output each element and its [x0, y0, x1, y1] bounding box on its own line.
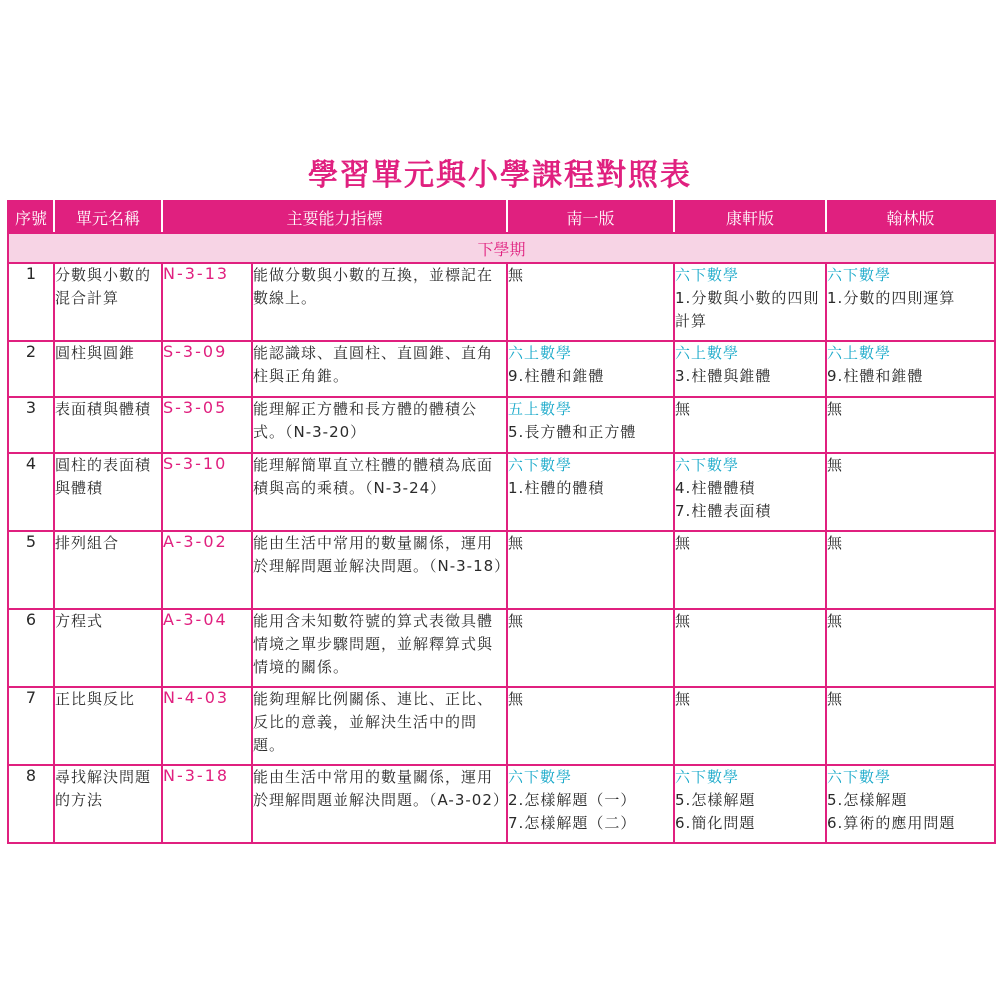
indicator-desc: 能由生活中常用的數量關係，運用於理解問題並解決問題。（A-3-02） — [252, 765, 507, 843]
textbook-unit: 無 — [827, 400, 844, 418]
textbook-unit: 9.柱體和錐體 — [827, 367, 924, 385]
indicator-desc: 能由生活中常用的數量關係，運用於理解問題並解決問題。（N-3-18） — [252, 531, 507, 609]
indicator-code: N-3-13 — [162, 263, 252, 341]
grade-label: 六下數學 — [675, 768, 740, 786]
edition-kangxuan — [674, 341, 826, 397]
unit-name: 方程式 — [54, 609, 162, 687]
row-seq: 7 — [8, 687, 54, 765]
edition-kangxuan — [674, 263, 826, 341]
edition-nanyi — [507, 687, 674, 765]
edition-hanlin — [826, 687, 995, 765]
textbook-unit: 無 — [508, 690, 525, 708]
grade-label: 六下數學 — [508, 456, 573, 474]
table-row — [8, 765, 995, 843]
textbook-unit: 7.怎樣解題（二） — [508, 814, 637, 832]
header-indicator: 主要能力指標 — [162, 201, 507, 233]
edition-hanlin — [826, 263, 995, 341]
table-row — [8, 263, 995, 341]
textbook-unit: 無 — [675, 534, 692, 552]
grade-label: 六下數學 — [675, 456, 740, 474]
indicator-code: A-3-04 — [162, 609, 252, 687]
edition-nanyi — [507, 531, 674, 609]
edition-hanlin — [826, 453, 995, 531]
edition-hanlin — [826, 341, 995, 397]
indicator-code: S-3-05 — [162, 397, 252, 453]
table-row — [8, 531, 995, 609]
textbook-unit: 6.簡化問題 — [675, 814, 756, 832]
indicator-code: S-3-10 — [162, 453, 252, 531]
textbook-unit: 9.柱體和錐體 — [508, 367, 605, 385]
edition-nanyi — [507, 341, 674, 397]
row-seq: 3 — [8, 397, 54, 453]
textbook-unit: 4.柱體體積 — [675, 479, 756, 497]
indicator-desc: 能用含未知數符號的算式表徵具體情境之單步驟問題，並解釋算式與情境的關係。 — [252, 609, 507, 687]
indicator-code: N-3-18 — [162, 765, 252, 843]
edition-hanlin — [826, 765, 995, 843]
grade-label: 六上數學 — [508, 344, 573, 362]
textbook-unit: 1.分數與小數的四則計算 — [675, 289, 820, 330]
textbook-unit: 5.怎樣解題 — [675, 791, 756, 809]
edition-nanyi — [507, 765, 674, 843]
textbook-unit: 無 — [508, 534, 525, 552]
edition-kangxuan — [674, 531, 826, 609]
edition-kangxuan — [674, 609, 826, 687]
row-seq: 8 — [8, 765, 54, 843]
header-kangxuan: 康軒版 — [674, 201, 826, 233]
edition-kangxuan — [674, 397, 826, 453]
row-seq: 2 — [8, 341, 54, 397]
edition-hanlin — [826, 397, 995, 453]
unit-name: 尋找解決問題的方法 — [54, 765, 162, 843]
header-row — [8, 201, 995, 233]
edition-hanlin — [826, 531, 995, 609]
indicator-code: A-3-02 — [162, 531, 252, 609]
textbook-unit: 無 — [827, 612, 844, 630]
row-seq: 1 — [8, 263, 54, 341]
unit-name: 排列組合 — [54, 531, 162, 609]
edition-nanyi — [507, 453, 674, 531]
table-row — [8, 453, 995, 531]
textbook-unit: 無 — [508, 266, 525, 284]
textbook-unit: 無 — [508, 612, 525, 630]
table-row — [8, 341, 995, 397]
textbook-unit: 1.柱體的體積 — [508, 479, 605, 497]
unit-name: 圓柱的表面積與體積 — [54, 453, 162, 531]
header-hanlin: 翰林版 — [826, 201, 995, 233]
table-row — [8, 397, 995, 453]
indicator-desc: 能認識球、直圓柱、直圓錐、直角柱與正角錐。 — [252, 341, 507, 397]
page-title: 學習單元與小學課程對照表 — [308, 158, 692, 193]
edition-nanyi — [507, 263, 674, 341]
header-nanyi: 南一版 — [507, 201, 674, 233]
grade-label: 六下數學 — [827, 266, 892, 284]
grade-label: 六上數學 — [827, 344, 892, 362]
indicator-desc: 能理解正方體和長方體的體積公式。（N-3-20） — [252, 397, 507, 453]
textbook-unit: 1.分數的四則運算 — [827, 289, 956, 307]
indicator-desc: 能夠理解比例關係、連比、正比、反比的意義，並解決生活中的問題。 — [252, 687, 507, 765]
edition-hanlin — [826, 609, 995, 687]
indicator-desc: 能做分數與小數的互換，並標記在數線上。 — [252, 263, 507, 341]
textbook-unit: 5.長方體和正方體 — [508, 423, 637, 441]
textbook-unit: 無 — [675, 690, 692, 708]
textbook-unit: 3.柱體與錐體 — [675, 367, 772, 385]
grade-label: 六下數學 — [508, 768, 573, 786]
textbook-unit: 6.算術的應用問題 — [827, 814, 956, 832]
unit-name: 圓柱與圓錐 — [54, 341, 162, 397]
unit-name: 正比與反比 — [54, 687, 162, 765]
textbook-unit: 5.怎樣解題 — [827, 791, 908, 809]
edition-kangxuan — [674, 687, 826, 765]
row-seq: 6 — [8, 609, 54, 687]
grade-label: 六下數學 — [675, 266, 740, 284]
term-label: 下學期 — [8, 233, 995, 263]
textbook-unit: 無 — [675, 400, 692, 418]
header-name: 單元名稱 — [54, 201, 162, 233]
unit-name: 分數與小數的混合計算 — [54, 263, 162, 341]
row-seq: 4 — [8, 453, 54, 531]
textbook-unit: 無 — [675, 612, 692, 630]
textbook-unit: 7.柱體表面積 — [675, 502, 772, 520]
indicator-desc: 能理解簡單直立柱體的體積為底面積與高的乘積。（N-3-24） — [252, 453, 507, 531]
edition-kangxuan — [674, 765, 826, 843]
indicator-code: N-4-03 — [162, 687, 252, 765]
grade-label: 六下數學 — [827, 768, 892, 786]
textbook-unit: 無 — [827, 456, 844, 474]
textbook-unit: 無 — [827, 534, 844, 552]
edition-nanyi — [507, 397, 674, 453]
textbook-unit: 2.怎樣解題（一） — [508, 791, 637, 809]
header-seq: 序號 — [8, 201, 54, 233]
term-row — [8, 233, 995, 263]
edition-kangxuan — [674, 453, 826, 531]
grade-label: 五上數學 — [508, 400, 573, 418]
row-seq: 5 — [8, 531, 54, 609]
table-row — [8, 609, 995, 687]
grade-label: 六上數學 — [675, 344, 740, 362]
indicator-code: S-3-09 — [162, 341, 252, 397]
edition-nanyi — [507, 609, 674, 687]
curriculum-table — [7, 200, 996, 844]
table-row — [8, 687, 995, 765]
unit-name: 表面積與體積 — [54, 397, 162, 453]
textbook-unit: 無 — [827, 690, 844, 708]
